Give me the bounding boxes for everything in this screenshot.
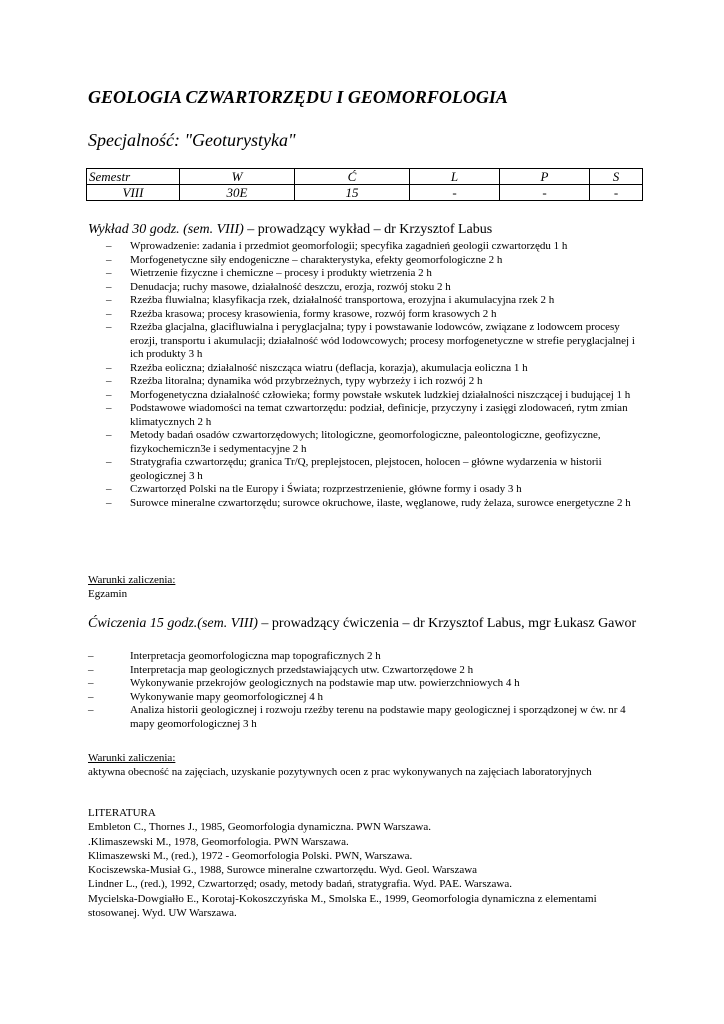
topic-text: Stratygrafia czwartorzędu; granica Tr/Q, preplejstocen, plejstocen, holocen – główne wydarzenia w historii geologicznej 3 h xyxy=(130,456,602,482)
list-item xyxy=(88,497,648,511)
topic-text: Wprowadzenie: zadania i przedmiot geomorfologii; specyfika zagadnień geologii czwartorzędu 1 h xyxy=(130,240,568,252)
dash-bullet: – xyxy=(106,267,112,279)
exercise-text: Interpretacja geomorfologiczna map topograficznych 2 h xyxy=(130,650,381,662)
exercises-heading-italic: Ćwiczenia 15 godz.(sem. VIII) xyxy=(88,616,258,631)
dash-bullet: – xyxy=(88,650,94,662)
requirements-value: Egzamin xyxy=(88,587,128,600)
header-cell-semestr: Semestr xyxy=(87,169,180,185)
cell-l: - xyxy=(410,185,500,201)
list-item xyxy=(88,267,648,281)
list-item xyxy=(88,281,648,295)
topic-text: Surowce mineralne czwartorzędu; surowce okruchowe, ilaste, węglanowe, rudy żelaza, surowce energetyczne 2 h xyxy=(130,496,631,509)
dash-bullet: – xyxy=(88,663,94,676)
header-cell-w: W xyxy=(180,169,295,185)
exercise-text: Interpretacja map geologicznych przedstawiających utw. Czwartorzędowe 2 h xyxy=(130,663,474,676)
dash-bullet: – xyxy=(88,677,94,689)
list-item xyxy=(88,308,648,322)
dash-bullet: – xyxy=(106,240,112,252)
topic-text: Morfogenetyczne siły endogeniczne – charakterystyka, efekty geomorfologiczne 2 h xyxy=(130,253,503,266)
topic-text: Rzeźba fluwialna; klasyfikacja rzek, działalność transportowa, erozyjna i akumulacyjna rzek 2 h xyxy=(130,294,555,306)
dash-bullet: – xyxy=(106,388,112,401)
literature-entry: Embleton C., Thornes J., 1985, Geomorfologia dynamiczna. PWN Warszawa. xyxy=(88,821,431,834)
dash-bullet: – xyxy=(106,375,112,387)
requirements-value: aktywna obecność na zajęciach, uzyskanie pozytywnych ocen z prac wykonywanych na zajęciach laboratoryjnych xyxy=(88,765,592,778)
topic-text: Rzeźba krasowa; procesy krasowienia, formy krasowe, rozwój form krasowych 2 h xyxy=(130,307,497,320)
list-item xyxy=(88,704,648,731)
topic-text: Rzeźba glacjalna, glacifluwialna i peryglacjalna; typy i powstawanie lodowców, związane z lodowcem procesy erozji, transportu i akumulacji; działalność wód lodowcowych; procesy morfogenetyczne w strefie peryglacjalnej i ich produkty 3 h xyxy=(130,321,635,360)
literature-entry: Kociszewska-Musiał G., 1988, Surowce mineralne czwartorzędu. Wyd. Geol. Warszawa xyxy=(88,864,478,877)
list-item xyxy=(88,389,648,403)
exercise-text: Wykonywanie mapy geomorfologicznej 4 h xyxy=(130,690,324,703)
list-item xyxy=(88,664,648,678)
list-item xyxy=(88,254,648,268)
dash-bullet: – xyxy=(106,361,112,374)
list-item xyxy=(88,429,648,456)
literature-entry: Lindner L., (red.), 1992, Czwartorzęd; osady, metody badań, stratygrafia. Wyd. PAE. Warszawa. xyxy=(88,878,512,891)
requirements-label: Warunki zaliczenia: xyxy=(88,752,176,764)
topic-text: Morfogenetyczna działalność człowieka; formy powstałe wskutek ludzkiej działalności niszczącej i budującej 1 h xyxy=(130,388,631,401)
list-item xyxy=(88,677,648,691)
exercise-text: Wykonywanie przekrojów geologicznych na podstawie map utw. powierzchniowych 4 h xyxy=(130,677,520,689)
lecture-topics-list xyxy=(88,240,648,510)
requirements-label: Warunki zaliczenia: xyxy=(88,574,176,586)
topic-text: Rzeźba litoralna; dynamika wód przybrzeżnych, typy wybrzeży i ich rozwój 2 h xyxy=(130,375,483,387)
cell-s: - xyxy=(590,185,643,201)
list-item xyxy=(88,691,648,705)
dash-bullet: – xyxy=(88,704,94,716)
header-cell-l: L xyxy=(410,169,500,185)
dash-bullet: – xyxy=(106,456,112,468)
dash-bullet: – xyxy=(106,496,112,509)
list-item xyxy=(88,362,648,376)
list-item xyxy=(88,456,648,483)
list-item xyxy=(88,240,648,254)
lecture-heading-italic: Wykład 30 godz. (sem. VIII) xyxy=(88,222,244,237)
list-item xyxy=(88,650,648,664)
cell-c: 15 xyxy=(295,185,410,201)
dash-bullet: – xyxy=(88,690,94,703)
list-item xyxy=(88,483,648,497)
document-title: GEOLOGIA CZWARTORZĘDU I GEOMORFOLOGIA xyxy=(88,87,508,107)
dash-bullet: – xyxy=(106,321,112,333)
dash-bullet: – xyxy=(106,402,112,414)
lecture-requirements xyxy=(88,574,175,601)
topic-text: Metody badań osadów czwartorzędowych; litologiczne, geomorfologiczne, paleontologiczne, geofizyczne, fizykochemiczn3e i sedymentacyjne 2 h xyxy=(130,429,601,455)
header-cell-c: Ć xyxy=(295,169,410,185)
cell-p: - xyxy=(500,185,590,201)
lecture-heading-lecturer: – prowadzący wykład – dr Krzysztof Labus xyxy=(243,222,493,237)
list-item xyxy=(88,321,648,362)
literature-entry: Klimaszewski M., (red.), 1972 - Geomorfologia Polski. PWN, Warszawa. xyxy=(88,849,413,862)
list-item xyxy=(88,402,648,429)
dash-bullet: – xyxy=(106,253,112,266)
hours-table-row xyxy=(87,185,643,201)
topic-text: Rzeźba eoliczna; działalność niszcząca wiatru (deflacja, korazja), akumulacja eoliczna 1 h xyxy=(130,361,528,374)
hours-table-header-row xyxy=(87,169,643,185)
list-item xyxy=(88,375,648,389)
dash-bullet: – xyxy=(106,483,112,495)
list-item xyxy=(88,294,648,308)
header-cell-s: S xyxy=(590,169,643,185)
topic-text: Podstawowe wiadomości na temat czwartorzędu: podział, definicje, przyczyny i zasięgi zlodowaceń, rytm zmian klimatycznych 2 h xyxy=(130,402,628,428)
exercise-text: Analiza historii geologicznej i rozwoju rzeźby terenu na podstawie mapy geologicznej i sporządzonej w ćw. nr 4 mapy geomorfologicznej 3 h xyxy=(130,704,626,730)
dash-bullet: – xyxy=(106,429,112,441)
topic-text: Denudacja; ruchy masowe, działalność deszczu, erozja, rozwój stoku 2 h xyxy=(130,280,451,293)
literature-heading: LITERATURA xyxy=(88,807,156,819)
cell-w: 30E xyxy=(180,185,295,201)
dash-bullet: – xyxy=(106,307,112,320)
exercises-requirements xyxy=(88,752,640,779)
dash-bullet: – xyxy=(106,294,112,306)
literature-entry: Mycielska-Dowgiałło E., Korotaj-Kokoszczyńska M., Smolska E., 1999, Geomorfologia dynamiczna z elementami stosowanej. Wyd. UW Warszawa. xyxy=(88,892,597,920)
exercises-heading xyxy=(88,615,648,632)
literature-entry: .Klimaszewski M., 1978, Geomorfologia. PWN Warszawa. xyxy=(88,835,349,848)
exercises-list xyxy=(88,650,648,731)
dash-bullet: – xyxy=(106,280,112,293)
cell-semestr: VIII xyxy=(87,185,180,201)
literature-section xyxy=(88,806,648,920)
topic-text: Wietrzenie fizyczne i chemiczne – procesy i produkty wietrzenia 2 h xyxy=(130,267,432,279)
topic-text: Czwartorzęd Polski na tle Europy i Świata; rozprzestrzenienie, główne formy i osady 3 h xyxy=(130,483,522,495)
hours-table xyxy=(86,168,643,201)
lecture-heading xyxy=(88,222,492,238)
header-cell-p: P xyxy=(500,169,590,185)
exercises-heading-instructors: – prowadzący ćwiczenia – dr Krzysztof Labus, mgr Łukasz Gawor xyxy=(257,616,637,631)
specialization-subtitle: Specjalność: "Geoturystyka" xyxy=(88,130,296,150)
